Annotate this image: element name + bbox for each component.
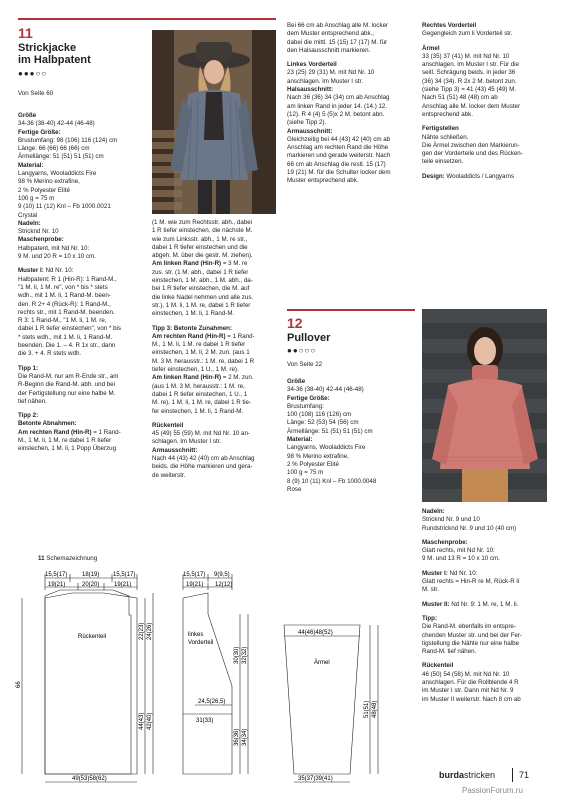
- text-line: [152, 260, 280, 268]
- text-line: (aus 1 M. 3 M. herausstr.: 1 M. re,: [152, 382, 245, 390]
- section-11-number: 11: [18, 25, 33, 41]
- sleeve-top: 44(46)48(52): [298, 630, 333, 636]
- back-top5: 20(20): [82, 582, 100, 588]
- text-line: [422, 615, 550, 623]
- text-line: einstechen, 1 M. li, 1 Rand-M.: [152, 310, 235, 318]
- text-heading: Ärmel: [422, 44, 440, 52]
- text-line: einstechen, 1 M. li, 1 Popp Überzug: [18, 445, 117, 453]
- text-line: M., 1 M. li, 1 M. re dabei 1 R tiefer: [152, 341, 246, 349]
- schema-title: 11 Schemazeichnung: [38, 555, 98, 562]
- text-line: anschlagen. Im Muster I str.: [287, 77, 363, 85]
- text-line: Rose: [287, 485, 302, 493]
- text-line: 19 (21) M. für die Schulter locker dem: [287, 169, 391, 177]
- text-line: (siehe Tipp 3) = 41 (43) 45 (49) M.: [422, 86, 517, 94]
- section-11-rule: [18, 18, 276, 20]
- text-run: Nd Nr. 9: 1 M. re, 1 M. li.: [449, 600, 519, 608]
- text-line: fer einstechen, 1 M. li, 1 Rand-M.: [152, 407, 244, 415]
- text-heading: Material:: [18, 161, 44, 169]
- text-run: Nd Nr. 10:: [43, 267, 74, 275]
- section-12-rule: [287, 309, 415, 311]
- text-heading: Fertige Größe:: [287, 394, 330, 402]
- back-outline: [45, 590, 131, 774]
- text-run: Nd Nr. 10:: [447, 569, 478, 577]
- section-12-difficulty: ●●○○○: [287, 346, 317, 355]
- text-line: Crystal: [18, 211, 38, 219]
- text-line: M., 1 M. li, 1 M. re dabei 1 R tiefer: [18, 436, 112, 444]
- back-bottom: 49(53)58(62): [72, 776, 107, 782]
- text-line: tiefer einstechen, 1 U., 1 M. re).: [152, 366, 239, 374]
- text-heading: Am rechten Rand (Hin-R): [18, 428, 92, 436]
- back-top6: 19(21): [114, 582, 132, 588]
- section-12-title: Pullover: [287, 332, 331, 344]
- text-heading: Tipp 3: Betonte Zunahmen:: [152, 324, 232, 332]
- text-line: die linke Nadel nehmen und alle zus.: [152, 293, 254, 301]
- text-line: beids. die Höhe markieren und gera-: [152, 463, 253, 471]
- front-bottom2: 31(33): [196, 718, 214, 724]
- text-line: [287, 61, 415, 69]
- text-line: 34-36 (38-40) 42-44 (46-48): [287, 386, 364, 394]
- text-line: gen der Vorderteile und des Rücken-: [422, 150, 523, 158]
- text-line: [422, 570, 550, 578]
- text-line: den Halsausschnitt markieren.: [287, 46, 371, 54]
- text-line: anschlagen. Für die Rollblende 4 R: [422, 679, 519, 687]
- text-line: [422, 173, 550, 181]
- text-line: 9 (10) 11 (12) Knl – Fb 1000.0021: [18, 203, 111, 211]
- text-line: Die Rand-M. ebenfalls im entspre-: [422, 623, 516, 631]
- back-arm1: 22(23): [139, 622, 145, 640]
- text-heading: Rückenteil: [422, 662, 454, 670]
- text-line: [18, 429, 146, 437]
- text-line: teile einsetzen.: [422, 158, 464, 166]
- text-line: Muster entsprechend abk.: [287, 177, 359, 185]
- text-line: [152, 374, 280, 382]
- text-heading: Design:: [422, 172, 445, 180]
- text-line: Länge: 66 (66) 66 (66) cm: [18, 145, 90, 153]
- text-line: Bei 66 cm ab Anschlag alle M. locker: [287, 22, 389, 29]
- text-line: 100 (108) 116 (126) cm: [287, 411, 352, 419]
- text-line: [18, 220, 146, 228]
- text-line: [287, 378, 415, 386]
- text-line: [18, 267, 146, 275]
- text-heading: Am rechten Rand (Hin-R): [152, 332, 226, 340]
- back-side1: 44(43): [139, 712, 145, 730]
- text-heading: Nadeln:: [422, 508, 445, 515]
- front-top1: 15,5(17): [183, 572, 206, 578]
- text-line: Nach 51 (51) 48 (48) cm ab: [422, 94, 498, 102]
- text-line: [18, 129, 146, 137]
- text-line: [18, 236, 146, 244]
- text-heading: Muster I:: [422, 569, 448, 577]
- text-line: Stricknd Nr. 9 und 10: [422, 516, 480, 524]
- text-heading: Größe: [287, 378, 306, 385]
- text-heading: Muster II:: [422, 600, 450, 608]
- text-line: R 3: 1 Rand-M., "1 M. li, 1 M. re,: [18, 317, 107, 325]
- text-heading: Muster I:: [18, 267, 44, 275]
- footer-page-number: 71: [519, 770, 530, 780]
- back-arm2: 24(26): [147, 622, 153, 640]
- section-11-col1: [18, 112, 146, 454]
- text-heading: Maschenprobe:: [422, 538, 468, 546]
- text-line: (36) 34 (34). R 2x 2 M. betont zun.: [422, 77, 517, 85]
- text-line: [422, 125, 550, 133]
- section-11-from-page: Von Seite 60: [18, 90, 54, 97]
- text-line: 33 (35) 37 (41) M. mit Nd Nr. 10: [422, 52, 510, 60]
- text-line: [422, 45, 550, 53]
- text-line: "1 M. li, 1 M. re", von * bis * stets: [18, 283, 108, 291]
- text-line: Brustumfang: 98 (106) 116 (124) cm: [18, 136, 118, 144]
- text-line: (siehe Tipp 2).: [287, 119, 327, 127]
- text-heading: Fertigstellen: [422, 125, 459, 133]
- text-line: Länge: 52 (53) 54 (56) cm: [287, 419, 359, 427]
- text-run: Wooladdicts / Langyarns: [444, 172, 515, 180]
- footer-divider: [512, 768, 513, 782]
- text-line: die 3. + 4. R stets wdh.: [18, 350, 82, 358]
- text-line: 46 (50) 54 (58) M. mit Nd Nr. 10: [422, 670, 510, 678]
- text-line: [287, 86, 415, 94]
- text-line: Halbpatent: R 1 (Hin-R): 1 Rand-M.,: [18, 275, 117, 283]
- text-line: dabei 1 R tiefer einstechen, 1 U., 1: [152, 390, 248, 398]
- text-line: tigstellung die Nähte nur eine halbe: [422, 639, 520, 647]
- text-line: zus. str. (1 M. abh., dabei 1 R tiefer: [152, 268, 249, 276]
- text-heading: Rechtes Vorderteil: [422, 22, 477, 29]
- text-line: rechts str., mit 1 Rand-M. beenden.: [18, 308, 115, 316]
- text-line: Ärmellänge: 51 (51) 51 (51) cm: [18, 153, 104, 161]
- sleeve-outline: [284, 625, 360, 774]
- text-line: einstechen, 1 M. abh., 1 M. abh., da-: [152, 277, 253, 285]
- text-run: = 1 Rand-: [225, 332, 255, 340]
- text-line: Rand-M. tief nähen.: [422, 648, 477, 656]
- text-line: Glatt rechts, mit Nd Nr. 10:: [422, 547, 495, 555]
- text-line: Glatt rechts = Hin-R re M, Rück-R li: [422, 578, 520, 586]
- text-line: [152, 422, 280, 430]
- section-11-col3: [287, 22, 415, 186]
- back-top4: 19(21): [48, 582, 66, 588]
- text-line: Langyarns, Wooladdicts Fire: [18, 170, 97, 178]
- text-line: im Muster I str. Dann mit Nd Nr. 9: [422, 687, 514, 695]
- front-side2: 34(34): [242, 728, 248, 746]
- text-line: anschlagen. Im Muster I str. Für die: [422, 61, 519, 69]
- text-line: [287, 395, 415, 403]
- text-line: [18, 162, 146, 170]
- text-line: Nähte schließen.: [422, 133, 469, 141]
- text-line: Langyarns, Wooladdicts Fire: [287, 444, 366, 452]
- text-heading: Armausschnitt:: [287, 127, 333, 135]
- text-heading: Tipp:: [422, 614, 438, 622]
- text-line: dabei 1 R tiefer einstechen", von * bis: [18, 325, 121, 333]
- text-line: Anschlag am rechten Rand die Höhe: [287, 144, 389, 152]
- text-line: 9 M. und 20 R = 10 x 10 cm.: [18, 253, 96, 261]
- text-line: [152, 325, 280, 333]
- text-line: schlagen. Im Muster I str.: [152, 438, 222, 446]
- text-line: de weiterstr.: [152, 471, 186, 479]
- text-line: Nach 36 (36) 34 (34) cm ab Anschlag: [287, 94, 390, 102]
- text-heading: Nadeln:: [18, 219, 41, 227]
- text-line: am linken Rand in jeder 14. (14.) 12.: [287, 102, 388, 110]
- footer-brand: burdastricken: [439, 770, 496, 780]
- text-line: 2 % Polyester Elité: [18, 186, 70, 194]
- text-line: 2 % Polyester Elité: [287, 460, 339, 468]
- section-11-difficulty: ●●●○○: [18, 69, 48, 78]
- text-heading: Halsausschnitt:: [287, 86, 334, 94]
- text-line: [422, 662, 550, 670]
- sleeve-side1: 51(51): [364, 700, 370, 718]
- text-line: R-Beginn die Rand-M. abh. und bei: [18, 381, 115, 389]
- text-line: abgeh. M. über die gestr. M. ziehen).: [152, 252, 253, 260]
- text-line: [422, 22, 550, 30]
- front-neck1: 30(30): [234, 646, 240, 664]
- text-heading: Größe: [18, 112, 37, 119]
- text-line: [18, 420, 146, 428]
- text-line: Die Rand-M. nur am R-Ende str., am: [18, 372, 119, 380]
- text-line: Rundstricknd Nr. 9 und 10 (40 cm): [422, 524, 517, 532]
- text-line: [422, 539, 550, 547]
- front-label1: linkes: [188, 632, 204, 638]
- sleeve-bottom: 35(37)39(41): [298, 776, 333, 782]
- back-top1: 15,5(17): [45, 572, 68, 578]
- text-line: [287, 436, 415, 444]
- text-heading: Material:: [287, 436, 313, 444]
- text-line: [422, 508, 550, 516]
- text-line: (1 M. wie zum Rechtsstr. abh., dabei: [152, 219, 253, 226]
- text-line: 8 (9) 10 (11) Knl – Fb 1000.0048: [287, 477, 377, 485]
- front-bottom1: 24,5(26,5): [198, 699, 226, 705]
- text-line: chenden Muster str. und bei der Fer-: [422, 631, 523, 639]
- section-12-col-left: [287, 378, 415, 494]
- text-line: Gegengleich zum li Vorderteil str.: [422, 30, 513, 38]
- photo-strickjacke-image: [152, 30, 276, 214]
- text-line: 45 (49) 55 (59) M. mit Nd Nr. 10 an-: [152, 430, 251, 438]
- front-label2: Vorderteil: [188, 640, 214, 646]
- section-11-col2: [152, 219, 280, 480]
- section-12-col-right: [422, 508, 550, 704]
- text-line: seitl. Schrägung beids. in jeder 36: [422, 69, 516, 77]
- section-11-title: Strickjacke im Halbpatent: [18, 42, 91, 66]
- text-line: 9 M. und 13 R = 10 x 10 cm.: [422, 555, 500, 563]
- text-line: Gleichzeitig bei 44 (43) 42 (40) cm ab: [287, 135, 391, 143]
- text-line: 98 % Merino extrafine,: [287, 452, 349, 460]
- schema-drawing: [0, 560, 420, 800]
- text-line: * stets wdh., mit 1 M. li, 1 Rand-M.: [18, 333, 113, 341]
- front-top4: 12(12): [215, 582, 233, 588]
- section-12-from-page: Von Seite 22: [287, 361, 323, 368]
- text-line: bei 1 R tiefer einstechen, die M. auf: [152, 285, 250, 293]
- text-line: Ärmellänge: 51 (51) 51 (51) cm: [287, 427, 373, 435]
- photo-strickjacke: [152, 30, 276, 214]
- text-line: 1 R tiefer einstechen, die nächste M.: [152, 227, 253, 235]
- text-line: (12). R 4 (4) 5 (5)x 2 M. betont abn.: [287, 110, 385, 118]
- text-line: entsprechend abk.: [422, 110, 473, 118]
- section-11-col4: [422, 22, 550, 181]
- photo-pullover-image: [422, 309, 547, 502]
- front-top2: 9(9,5): [214, 572, 230, 578]
- back-top3: 15,5(17): [113, 572, 136, 578]
- sleeve-side2: 48(48): [372, 700, 378, 718]
- back-top2: 18(19): [82, 572, 100, 578]
- front-outline: [183, 593, 232, 774]
- text-heading: Tipp 1:: [18, 364, 39, 372]
- text-line: tief nähen.: [18, 397, 47, 405]
- sleeve-label: Ärmel: [314, 660, 330, 666]
- text-line: M. re), 1 M. li, 1 M. re, dabei 1 R tie-: [152, 399, 252, 407]
- text-heading: Maschenprobe:: [18, 236, 64, 244]
- text-line: [152, 447, 280, 455]
- text-line: [18, 112, 146, 120]
- text-line: Die Ärmel zwischen den Markierun-: [422, 141, 520, 149]
- text-line: [18, 412, 146, 420]
- text-line: einstechen, 1 M. li, 2 M. zun. (aus 1: [152, 349, 250, 357]
- text-line: wie zum Linksstr. abh., 1 M. re str.,: [152, 235, 248, 243]
- text-heading: Fertige Größe:: [18, 128, 61, 136]
- text-line: 34-36 (38-40) 42-44 (46-48): [18, 120, 95, 128]
- text-line: 100 g = 75 m: [287, 469, 324, 477]
- text-run: = 2 M. zun.: [221, 374, 254, 382]
- text-line: Nach 44 (43) 42 (40) cm ab Anschlag: [152, 455, 255, 463]
- text-line: 23 (25) 29 (31) M. mit Nd Nr. 10: [287, 69, 375, 77]
- text-heading: Am linken Rand (Hin-R): [152, 374, 222, 382]
- text-line: [152, 333, 280, 341]
- text-line: 98 % Merino extrafine,: [18, 178, 80, 186]
- text-line: der Fertigstellung nur eine halbe M.: [18, 389, 116, 397]
- text-line: [287, 128, 415, 136]
- text-line: dabei die mittl. 15 (15) 17 (17) M. für: [287, 38, 388, 46]
- text-line: Anschlag alle M. locker dem Muster: [422, 102, 521, 110]
- text-line: beenden. Die 1. – 4. R 1x str., dann: [18, 342, 116, 350]
- text-line: Brustumfang:: [287, 402, 324, 410]
- section-12-number: 12: [287, 315, 303, 331]
- text-line: dem Muster entsprechend abk.,: [287, 30, 375, 38]
- text-line: den. R 2+ 4 (Rück-R): 1 Rand-M.,: [18, 300, 111, 308]
- text-heading: Am linken Rand (Hin-R): [152, 260, 222, 268]
- text-line: wdh., mit 1 M. li, 1 Rand-M. been-: [18, 292, 111, 300]
- text-heading: Tipp 2:: [18, 412, 39, 420]
- text-line: str.), 1 M. li, 1 M. re, dabei 1 R tiefer: [152, 301, 251, 309]
- text-heading: Rückenteil: [152, 421, 184, 429]
- text-run: = 3 M. re: [221, 260, 248, 268]
- text-line: Stricknd Nr. 10: [18, 228, 59, 236]
- text-line: M. 3 M. herausstr.: 1 M. re, dabei 1 R: [152, 357, 255, 365]
- front-neck2: 32(32): [242, 646, 248, 664]
- text-line: Halbpatent, mit Nd Nr. 10:: [18, 244, 90, 252]
- text-heading: Betonte Abnahmen:: [18, 420, 77, 428]
- text-heading: Linkes Vorderteil: [287, 61, 337, 69]
- text-line: M. str.: [422, 586, 439, 594]
- text-heading: Armausschnitt:: [152, 446, 198, 454]
- text-line: [422, 601, 550, 609]
- text-line: im Muster II weiterstr. Nach 8 cm ab: [422, 695, 521, 703]
- back-label: Rückenteil: [78, 634, 107, 640]
- watermark: PassionForum.ru: [462, 786, 523, 795]
- text-line: 100 g = 75 m: [18, 194, 55, 202]
- text-line: [18, 365, 146, 373]
- text-line: 66 cm ab Anschlag die restl. 15 (17): [287, 160, 386, 168]
- back-height: 66: [16, 681, 22, 688]
- text-run: = 1 Rand-: [91, 428, 121, 436]
- text-line: markieren und gerade weiterstr. Nach: [287, 152, 391, 160]
- photo-pullover: [422, 309, 547, 502]
- front-side1: 36(36): [234, 728, 240, 746]
- back-side2: 42(40): [147, 712, 153, 730]
- text-line: dabei 1 R tiefer einstechen und die: [152, 243, 248, 251]
- front-top3: 19(21): [186, 582, 204, 588]
